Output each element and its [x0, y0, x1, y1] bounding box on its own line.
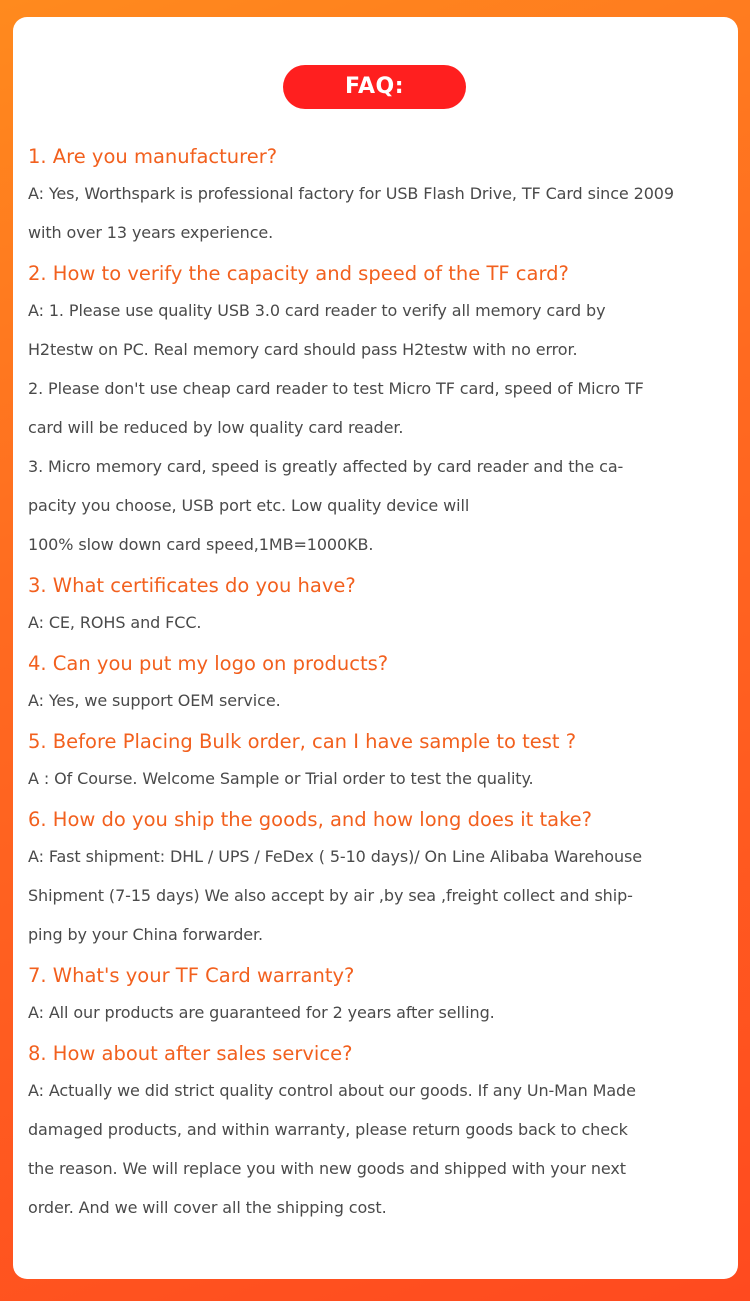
- faq-answer-line: 100% slow down card speed,1MB=1000KB.: [28, 535, 374, 554]
- faq-item: [28, 647, 728, 720]
- faq-badge: FAQ:: [283, 65, 466, 109]
- faq-answer-line: A : Of Course. Welcome Sample or Trial order to test the quality.: [28, 769, 534, 788]
- faq-question: 2. How to verify the capacity and speed of the TF card?: [28, 262, 569, 285]
- faq-answer-line: H2testw on PC. Real memory card should pass H2testw with no error.: [28, 340, 578, 359]
- faq-item: [28, 803, 728, 954]
- faq-list: [28, 140, 728, 1232]
- faq-answer-line: ping by your China forwarder.: [28, 925, 264, 944]
- faq-question: 1. Are you manufacturer?: [28, 145, 278, 168]
- faq-answer-line: order. And we will cover all the shipping cost.: [28, 1198, 387, 1217]
- faq-item: [28, 1037, 728, 1227]
- faq-item: [28, 140, 728, 252]
- faq-answer-line: damaged products, and within warranty, please return goods back to check: [28, 1120, 628, 1139]
- faq-question: 8. How about after sales service?: [28, 1042, 353, 1065]
- faq-item: [28, 959, 728, 1032]
- faq-answer-line: pacity you choose, USB port etc. Low quality device will: [28, 496, 470, 515]
- faq-question: 5. Before Placing Bulk order, can I have sample to test ?: [28, 730, 577, 753]
- faq-answer-line: the reason. We will replace you with new goods and shipped with your next: [28, 1159, 626, 1178]
- faq-item: [28, 725, 728, 798]
- faq-answer-line: A: Yes, Worthspark is professional factory for USB Flash Drive, TF Card since 2009: [28, 184, 674, 203]
- faq-question: 6. How do you ship the goods, and how long does it take?: [28, 808, 593, 831]
- faq-answer-line: card will be reduced by low quality card reader.: [28, 418, 404, 437]
- faq-answer-line: 3. Micro memory card, speed is greatly affected by card reader and the ca-: [28, 457, 624, 476]
- faq-answer-line: A: All our products are guaranteed for 2 years after selling.: [28, 1003, 495, 1022]
- faq-item: [28, 257, 728, 564]
- faq-card: [13, 17, 738, 1279]
- faq-answer-line: with over 13 years experience.: [28, 223, 274, 242]
- faq-question: 4. Can you put my logo on products?: [28, 652, 389, 675]
- faq-answer-line: A: Yes, we support OEM service.: [28, 691, 281, 710]
- faq-answer-line: A: CE, ROHS and FCC.: [28, 613, 202, 632]
- faq-answer-line: A: Actually we did strict quality control about our goods. If any Un-Man Made: [28, 1081, 636, 1100]
- faq-item: [28, 569, 728, 642]
- faq-question: 7. What's your TF Card warranty?: [28, 964, 355, 987]
- faq-answer-line: A: 1. Please use quality USB 3.0 card reader to verify all memory card by: [28, 301, 606, 320]
- faq-question: 3. What certificates do you have?: [28, 574, 356, 597]
- faq-answer-line: A: Fast shipment: DHL / UPS / FeDex ( 5-10 days)/ On Line Alibaba Warehouse: [28, 847, 643, 866]
- faq-answer-line: 2. Please don't use cheap card reader to test Micro TF card, speed of Micro TF: [28, 379, 644, 398]
- faq-answer-line: Shipment (7-15 days) We also accept by air ,by sea ,freight collect and ship-: [28, 886, 633, 905]
